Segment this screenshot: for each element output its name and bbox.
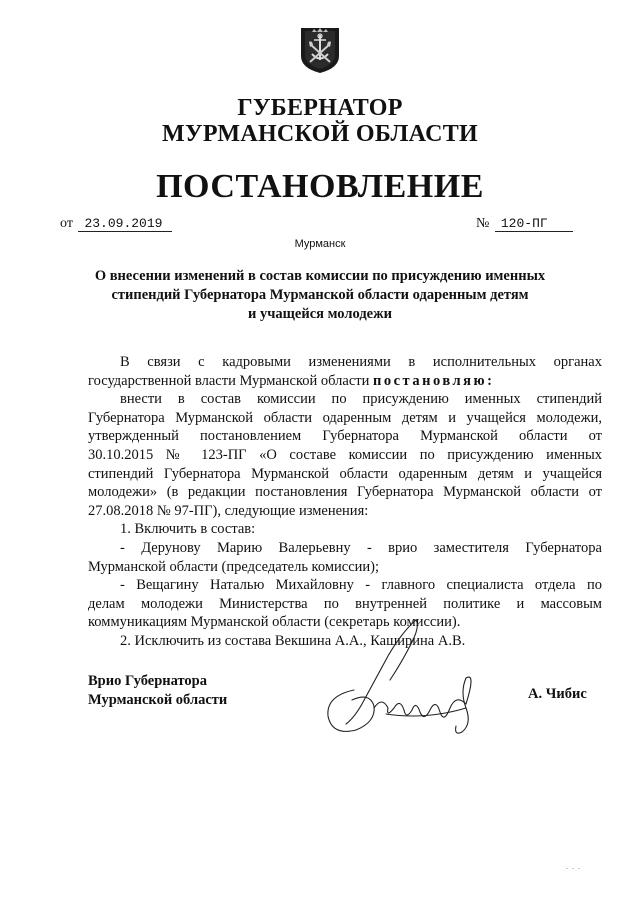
body-line: 27.08.2018 № 97-ПГ), следующие изменения:: [88, 502, 369, 519]
decree-colon: :: [487, 372, 492, 389]
document-body: [88, 353, 602, 651]
heading-line: и учащейся молодежи: [248, 306, 392, 322]
number-prefix: №: [476, 216, 490, 231]
handwritten-signature: [316, 612, 496, 742]
body-line: молодежи» (в редакции постановления Губернатора Мурманской области от: [88, 484, 602, 501]
signatory-title: [88, 672, 227, 710]
decree-word: постановляю: [373, 372, 488, 389]
body-line: утвержденный постановлением Губернатора Мурманской области от: [88, 428, 602, 445]
document-heading: [60, 267, 580, 324]
body-line: 30.10.2015 № 123-ПГ «О составе комиссии по присуждению именных: [88, 446, 602, 463]
document-type: ПОСТАНОВЛЕНИЕ: [156, 168, 484, 205]
signatory-title-line: Врио Губернатора: [88, 673, 207, 689]
issuer-title-line1: ГУБЕРНАТОР: [237, 95, 403, 121]
list-item: 2. Исключить из состава Векшина А.А., Каширина А.В.: [120, 632, 466, 649]
body-line: стипендий Губернатора Мурманской области одаренным детям и учащейся: [88, 465, 602, 482]
list-subitem: - Вещагину Наталью Михайловну - главного специалиста отдела по: [120, 577, 602, 594]
list-subitem-cont: Мурманской области (председатель комиссии);: [88, 558, 380, 575]
signatory-name: А. Чибис: [528, 686, 587, 702]
heading-line: О внесении изменений в состав комиссии по присуждению именных: [94, 268, 546, 284]
scan-artifact: . . .: [566, 862, 581, 871]
date-value: 23.09.2019: [78, 216, 172, 232]
list-subitem-cont: коммуникациям Мурманской области (секретарь комиссии).: [88, 614, 461, 631]
number-field: [476, 216, 573, 232]
body-line: В связи с кадровыми изменениями в исполнительных органах: [120, 354, 602, 370]
body-line: [88, 372, 602, 391]
body-line: внести в состав комиссии по присуждению именных стипендий: [120, 391, 602, 408]
date-field: [60, 216, 172, 232]
issuer-title-line2: МУРМАНСКОЙ ОБЛАСТИ: [162, 121, 478, 147]
date-prefix: от: [60, 216, 73, 231]
signatory-title-line: Мурманской области: [88, 692, 228, 708]
city: Мурманск: [294, 238, 346, 250]
list-subitem: - Дерунову Марию Валерьевну - врио заместителя Губернатора: [120, 539, 602, 556]
body-line: Губернатора Мурманской области одаренным детям и учащейся молодежи,: [88, 409, 602, 426]
number-value: 120-ПГ: [495, 216, 573, 232]
list-item: 1. Включить в состав:: [120, 521, 256, 538]
body-text: государственной власти Мурманской области: [88, 372, 374, 389]
coat-of-arms-icon: [299, 26, 341, 74]
heading-line: стипендий Губернатора Мурманской области одаренным детям: [111, 287, 529, 303]
list-subitem-cont: делам молодежи Министерства по внутренней политике и массовым: [88, 595, 602, 612]
